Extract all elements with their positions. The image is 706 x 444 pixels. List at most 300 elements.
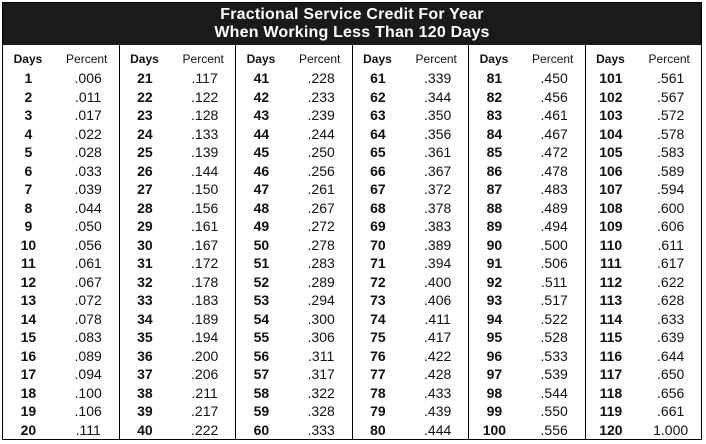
table-row	[586, 272, 702, 291]
table-row	[469, 235, 585, 254]
percent-cell: .661	[657, 403, 685, 420]
days-cell: 94	[486, 310, 503, 327]
percent-cell: .417	[424, 329, 452, 346]
days-cell: 22	[137, 88, 153, 105]
table-row	[353, 328, 469, 347]
percent-cell: .572	[657, 107, 685, 124]
table-row	[586, 309, 702, 328]
days-cell: 10	[20, 236, 37, 253]
table-row	[3, 180, 119, 199]
table-row	[353, 272, 469, 291]
days-cell: 75	[370, 329, 386, 346]
table-row	[120, 328, 236, 347]
days-cell: 83	[486, 107, 503, 124]
days-cell: 100	[482, 421, 507, 438]
table-row	[353, 69, 469, 88]
table-row	[120, 309, 236, 328]
table-row	[469, 106, 585, 125]
table-row	[469, 87, 585, 106]
percent-cell: .072	[74, 292, 102, 309]
table-row	[469, 180, 585, 199]
table-row	[120, 87, 236, 106]
days-cell: 115	[599, 329, 623, 346]
table-row	[3, 87, 119, 106]
table-row	[353, 198, 469, 217]
percent-cell: .411	[424, 310, 451, 327]
table-row	[586, 365, 702, 384]
table-row	[120, 69, 236, 88]
days-cell: 56	[253, 347, 270, 364]
percent-cell: .539	[540, 366, 568, 383]
days-cell: 93	[486, 292, 503, 309]
percent-cell: .639	[657, 329, 685, 346]
percent-cell: .606	[657, 218, 685, 235]
percent-cell: .472	[540, 144, 568, 161]
days-cell: 20	[20, 421, 37, 438]
percent-cell: .617	[657, 255, 685, 272]
table-row	[586, 69, 702, 88]
days-cell: 6	[24, 162, 33, 179]
percent-cell: .528	[540, 329, 568, 346]
table-row	[3, 309, 119, 328]
days-cell: 39	[137, 403, 153, 420]
days-cell: 84	[486, 125, 503, 142]
percent-cell: .478	[540, 162, 568, 179]
table-row	[353, 161, 469, 180]
percent-cell: .522	[540, 310, 568, 327]
table-column-2	[120, 45, 237, 439]
table-row	[120, 365, 236, 384]
table-row	[353, 309, 469, 328]
table-title	[3, 3, 701, 45]
percent-cell: .644	[657, 347, 685, 364]
table-row	[236, 420, 352, 439]
percent-cell: .061	[74, 255, 102, 272]
table-row	[469, 217, 585, 236]
table-row	[120, 420, 236, 439]
days-cell: 8	[24, 199, 33, 216]
days-cell: 63	[370, 107, 386, 124]
table-columns	[3, 45, 701, 439]
table-row	[353, 365, 469, 384]
days-cell: 86	[486, 162, 503, 179]
days-cell: 49	[253, 218, 270, 235]
days-cell: 53	[253, 292, 270, 309]
table-row	[586, 124, 702, 143]
percent-cell: .383	[424, 218, 452, 235]
days-cell: 96	[486, 347, 503, 364]
percent-cell: .050	[74, 218, 102, 235]
percent-cell: .372	[424, 181, 452, 198]
days-cell: 13	[20, 292, 37, 309]
days-cell: 85	[486, 144, 503, 161]
days-cell: 35	[137, 329, 153, 346]
days-cell: 90	[486, 236, 503, 253]
days-cell: 33	[137, 292, 153, 309]
table-row	[120, 143, 236, 162]
days-cell: 70	[370, 236, 386, 253]
table-row	[586, 180, 702, 199]
days-cell: 38	[137, 384, 153, 401]
days-cell: 107	[599, 181, 623, 198]
table-row	[236, 402, 352, 421]
percent-cell: .350	[424, 107, 452, 124]
table-row	[469, 420, 585, 439]
days-cell: 78	[370, 384, 386, 401]
table-row	[3, 383, 119, 402]
percent-cell: .244	[307, 125, 335, 142]
days-cell: 30	[137, 236, 153, 253]
days-cell: 120	[599, 421, 623, 438]
days-cell: 21	[137, 70, 153, 87]
table-row	[586, 198, 702, 217]
percent-cell: .267	[307, 199, 335, 216]
table-row	[353, 106, 469, 125]
table-row	[120, 161, 236, 180]
percent-cell: .322	[307, 384, 335, 401]
table-row	[236, 69, 352, 88]
percent-cell: .361	[424, 144, 452, 161]
days-cell: 27	[137, 181, 153, 198]
table-row	[3, 328, 119, 347]
days-cell: 5	[24, 144, 33, 161]
days-cell: 89	[486, 218, 503, 235]
days-cell: 46	[253, 162, 270, 179]
days-cell: 79	[370, 403, 386, 420]
table-row	[120, 180, 236, 199]
table-row	[586, 143, 702, 162]
percent-cell: .233	[307, 88, 335, 105]
days-cell: 105	[599, 144, 623, 161]
column-header	[586, 49, 702, 69]
days-cell: 41	[253, 70, 270, 87]
days-cell: 77	[370, 366, 386, 383]
days-cell: 42	[253, 88, 270, 105]
table-row	[353, 402, 469, 421]
table-row	[120, 383, 236, 402]
days-cell: 111	[599, 255, 622, 272]
days-cell: 103	[599, 107, 623, 124]
table-row	[586, 106, 702, 125]
table-row	[469, 309, 585, 328]
percent-cell: .594	[657, 181, 685, 198]
table-row	[3, 217, 119, 236]
table-row	[469, 198, 585, 217]
table-row	[236, 198, 352, 217]
percent-cell: .133	[191, 125, 219, 142]
percent-cell: .461	[540, 107, 568, 124]
table-row	[236, 161, 352, 180]
percent-cell: .178	[191, 273, 219, 290]
percent-cell: .011	[75, 88, 102, 105]
percent-cell: .017	[74, 107, 102, 124]
percent-cell: .650	[657, 366, 685, 383]
table-row	[353, 217, 469, 236]
table-row	[586, 328, 702, 347]
percent-cell: .333	[307, 421, 335, 438]
days-cell: 110	[599, 236, 623, 253]
table-column-6	[586, 45, 702, 439]
table-row	[3, 402, 119, 421]
percent-header: Percent	[299, 51, 341, 66]
days-cell: 87	[486, 181, 503, 198]
table-row	[353, 143, 469, 162]
percent-cell: .122	[191, 88, 219, 105]
percent-cell: .283	[307, 255, 335, 272]
table-column-3	[236, 45, 353, 439]
days-cell: 19	[20, 403, 37, 420]
table-row	[353, 180, 469, 199]
percent-cell: .161	[191, 218, 219, 235]
percent-cell: .533	[540, 347, 568, 364]
days-cell: 36	[137, 347, 153, 364]
days-header: Days	[479, 51, 509, 66]
days-cell: 51	[253, 255, 270, 272]
table-row	[586, 383, 702, 402]
table-row	[353, 420, 469, 439]
table-row	[586, 420, 702, 439]
percent-cell: .300	[307, 310, 335, 327]
percent-cell: .489	[540, 199, 568, 216]
table-row	[236, 383, 352, 402]
days-cell: 62	[370, 88, 386, 105]
percent-cell: .511	[541, 273, 568, 290]
percent-cell: .083	[74, 329, 102, 346]
percent-cell: .589	[657, 162, 685, 179]
table-row	[469, 328, 585, 347]
service-credit-table	[2, 2, 702, 440]
percent-cell: .217	[191, 403, 219, 420]
days-cell: 68	[370, 199, 386, 216]
table-row	[469, 69, 585, 88]
percent-cell: .150	[191, 181, 219, 198]
days-header: Days	[246, 51, 276, 66]
percent-cell: .356	[424, 125, 452, 142]
percent-cell: .206	[191, 366, 219, 383]
percent-cell: .494	[540, 218, 568, 235]
table-row	[236, 143, 352, 162]
percent-cell: .211	[191, 384, 218, 401]
days-cell: 31	[137, 255, 153, 272]
percent-cell: .600	[657, 199, 685, 216]
days-cell: 25	[137, 144, 153, 161]
percent-cell: .389	[424, 236, 452, 253]
percent-cell: .550	[540, 403, 568, 420]
days-cell: 116	[599, 347, 623, 364]
days-cell: 17	[20, 366, 37, 383]
percent-cell: .117	[191, 70, 218, 87]
percent-cell: 1.000	[653, 421, 689, 438]
days-cell: 28	[137, 199, 153, 216]
table-row	[353, 346, 469, 365]
percent-cell: .483	[540, 181, 568, 198]
table-row	[120, 402, 236, 421]
table-row	[120, 124, 236, 143]
percent-cell: .306	[307, 329, 335, 346]
table-row	[236, 365, 352, 384]
column-header	[3, 49, 119, 69]
percent-cell: .167	[191, 236, 219, 253]
percent-cell: .556	[540, 421, 568, 438]
percent-cell: .500	[540, 236, 568, 253]
percent-cell: .439	[424, 403, 452, 420]
percent-cell: .450	[540, 70, 568, 87]
days-cell: 57	[253, 366, 270, 383]
days-cell: 73	[370, 292, 386, 309]
days-cell: 95	[486, 329, 503, 346]
percent-cell: .378	[424, 199, 452, 216]
column-header	[236, 49, 352, 69]
table-row	[236, 87, 352, 106]
days-cell: 15	[20, 329, 37, 346]
title-line-1: Fractional Service Credit For Year	[220, 6, 484, 23]
percent-cell: .467	[540, 125, 568, 142]
table-row	[469, 124, 585, 143]
percent-cell: .189	[191, 310, 219, 327]
table-row	[353, 87, 469, 106]
days-cell: 71	[370, 255, 386, 272]
percent-cell: .156	[191, 199, 219, 216]
percent-cell: .106	[74, 403, 102, 420]
table-row	[586, 161, 702, 180]
percent-cell: .044	[74, 199, 102, 216]
percent-cell: .056	[74, 236, 102, 253]
table-row	[3, 106, 119, 125]
table-row	[353, 291, 469, 310]
table-row	[3, 235, 119, 254]
table-row	[236, 106, 352, 125]
days-cell: 44	[253, 125, 270, 142]
percent-cell: .289	[307, 273, 335, 290]
table-row	[3, 69, 119, 88]
percent-cell: .328	[307, 403, 335, 420]
days-cell: 45	[253, 144, 270, 161]
table-row	[586, 402, 702, 421]
days-cell: 47	[253, 181, 270, 198]
percent-cell: .317	[307, 366, 335, 383]
table-row	[120, 254, 236, 273]
table-row	[120, 235, 236, 254]
table-row	[3, 161, 119, 180]
days-cell: 101	[599, 70, 623, 87]
days-cell: 106	[599, 162, 623, 179]
percent-cell: .228	[307, 70, 335, 87]
percent-cell: .367	[424, 162, 452, 179]
days-cell: 1	[24, 70, 33, 87]
percent-cell: .094	[74, 366, 102, 383]
percent-header: Percent	[648, 51, 690, 66]
days-header: Days	[596, 51, 625, 66]
table-row	[469, 272, 585, 291]
days-cell: 102	[599, 88, 623, 105]
days-cell: 108	[599, 199, 623, 216]
table-row	[236, 328, 352, 347]
percent-cell: .128	[191, 107, 219, 124]
percent-cell: .311	[308, 347, 335, 364]
days-cell: 34	[137, 310, 153, 327]
percent-cell: .256	[307, 162, 335, 179]
days-cell: 113	[599, 292, 623, 309]
table-row	[120, 217, 236, 236]
percent-cell: .272	[307, 218, 335, 235]
column-header	[353, 49, 469, 69]
days-cell: 112	[599, 273, 623, 290]
days-cell: 7	[24, 181, 33, 198]
column-header	[469, 49, 585, 69]
percent-cell: .628	[657, 292, 685, 309]
percent-header: Percent	[66, 51, 108, 66]
days-cell: 80	[370, 421, 386, 438]
days-cell: 64	[370, 125, 386, 142]
days-cell: 3	[24, 107, 33, 124]
table-row	[236, 124, 352, 143]
percent-cell: .200	[191, 347, 219, 364]
percent-cell: .078	[74, 310, 102, 327]
days-cell: 99	[486, 403, 503, 420]
days-cell: 59	[253, 403, 270, 420]
percent-cell: .067	[74, 273, 102, 290]
days-cell: 55	[253, 329, 270, 346]
percent-cell: .139	[191, 144, 219, 161]
table-row	[236, 272, 352, 291]
days-cell: 74	[370, 310, 386, 327]
days-cell: 43	[253, 107, 270, 124]
days-cell: 66	[370, 162, 386, 179]
days-cell: 76	[370, 347, 386, 364]
days-cell: 2	[24, 88, 33, 105]
percent-cell: .278	[307, 236, 335, 253]
percent-cell: .622	[657, 273, 685, 290]
percent-cell: .344	[424, 88, 452, 105]
days-cell: 54	[253, 310, 270, 327]
table-row	[469, 254, 585, 273]
days-cell: 26	[137, 162, 153, 179]
percent-cell: .517	[540, 292, 568, 309]
days-cell: 118	[599, 384, 623, 401]
title-line-2: When Working Less Than 120 Days	[214, 24, 490, 41]
percent-cell: .567	[657, 88, 685, 105]
days-header: Days	[13, 51, 43, 66]
table-row	[469, 402, 585, 421]
table-row	[236, 235, 352, 254]
table-row	[120, 198, 236, 217]
table-row	[469, 346, 585, 365]
percent-cell: .222	[191, 421, 219, 438]
days-header: Days	[363, 51, 392, 66]
percent-cell: .194	[191, 329, 219, 346]
days-cell: 117	[599, 366, 623, 383]
table-row	[236, 180, 352, 199]
percent-cell: .006	[74, 70, 102, 87]
column-header	[120, 49, 236, 69]
days-cell: 92	[486, 273, 503, 290]
percent-cell: .183	[191, 292, 219, 309]
days-cell: 114	[599, 310, 623, 327]
table-row	[353, 254, 469, 273]
percent-cell: .339	[424, 70, 452, 87]
table-row	[3, 198, 119, 217]
table-row	[586, 291, 702, 310]
table-row	[3, 346, 119, 365]
days-cell: 16	[20, 347, 37, 364]
percent-cell: .261	[307, 181, 335, 198]
table-row	[3, 365, 119, 384]
percent-cell: .394	[424, 255, 452, 272]
table-row	[469, 143, 585, 162]
percent-cell: .633	[657, 310, 685, 327]
days-cell: 88	[486, 199, 503, 216]
percent-cell: .456	[540, 88, 568, 105]
